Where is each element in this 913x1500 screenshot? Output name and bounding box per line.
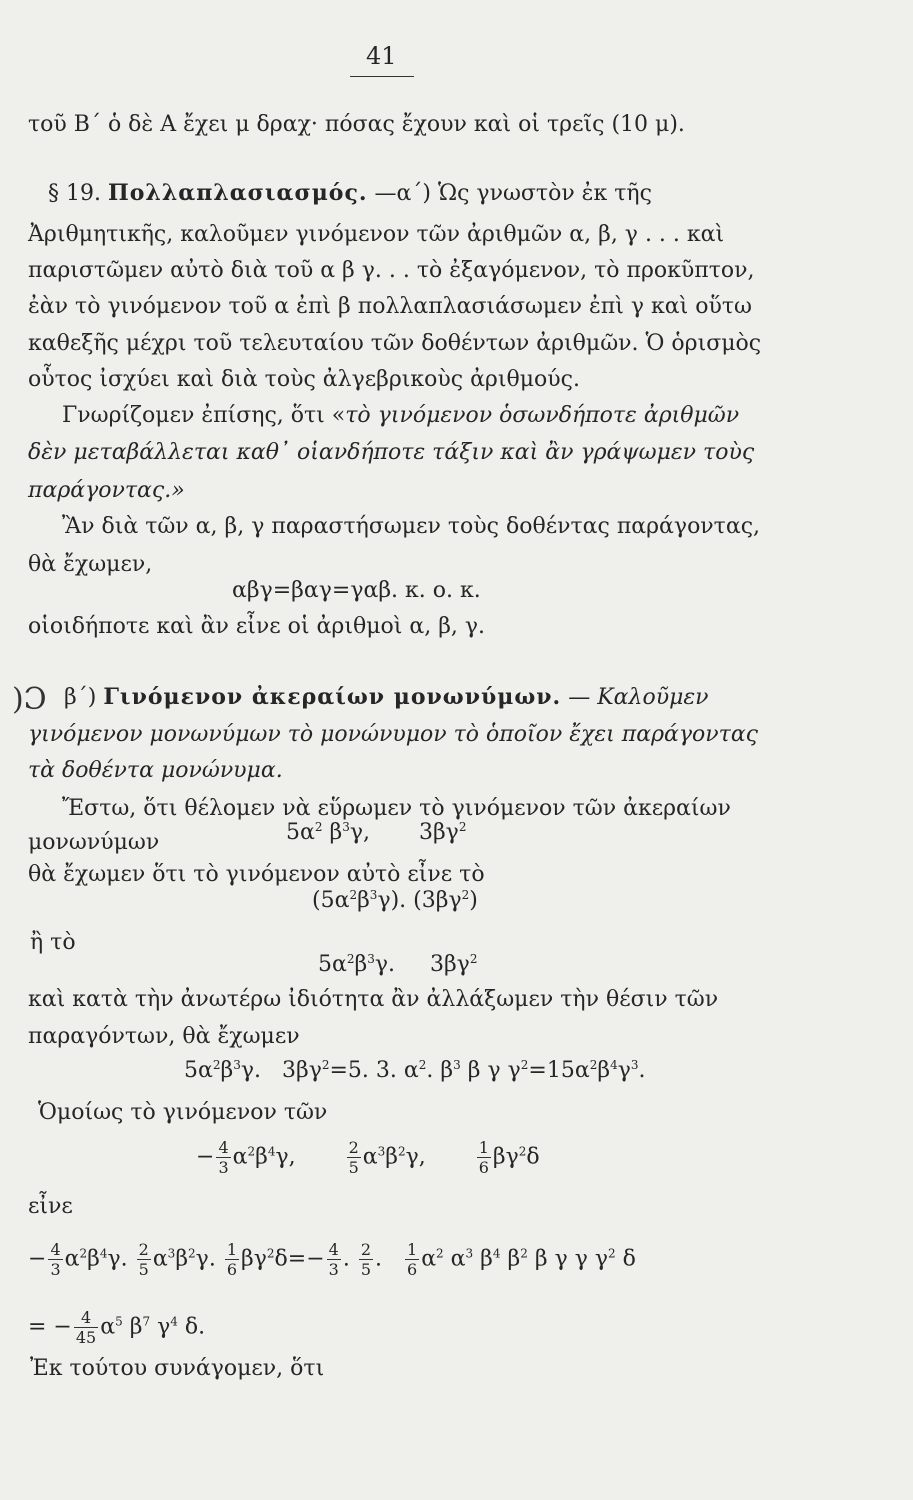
section-19-heading-line	[48, 180, 652, 207]
section-subtitle: —α΄) Ὡς γνωστὸν ἐκ τῆς	[374, 181, 652, 206]
text-line-3: Ἀριθμητικῆς, καλοῦμεν γινόμενον τῶν ἀριθμῶν α, β, γ . . . καὶ	[28, 222, 725, 247]
margin-bracket-mark: )Ɔ	[12, 682, 47, 717]
fraction-monomials-list: − $\frac{4}{3}$ $\alpha^2\beta^4\gamma$, $\frac{2}{5}$ $\alpha^3\beta^2\gamma$, $\frac{1}{6}$ $\beta\gamma^2\delta$	[196, 1138, 540, 1177]
fraction-product-result: = − $\frac{4}{45}$ $\alpha^5$ $\beta^7$ $\gamma^4$ δ.	[28, 1308, 206, 1347]
text-line-9: δὲν μεταβάλλεται καθ᾽ οἱανδήποτε τάξιν καὶ ἂν γράψωμεν τοὺς	[28, 440, 755, 465]
text-line-20: θὰ ἔχωμεν ὅτι τὸ γινόμενον αὐτὸ εἶνε τὸ	[28, 862, 485, 887]
page-number: 41	[366, 42, 397, 70]
product-result-equation: $5\alpha^2\beta^3\gamma$. $3\beta\gamma^2=5$. 3. $\alpha^2$. $\beta^3$ β γ $\gamma^2=15\alpha^2\beta^4\gamma^3$.	[184, 1058, 646, 1083]
subsection-title: Γινόμενον ἀκεραίων μονωνύμων.	[103, 684, 562, 710]
text-line-11: Ἂν διὰ τῶν α, β, γ παραστήσωμεν τοὺς δοθέντας παράγοντας,	[62, 514, 761, 539]
text-line-19: μονωνύμων	[28, 830, 160, 855]
text-line-21: ἢ τὸ	[30, 930, 76, 955]
subsection-label: β΄)	[64, 685, 97, 710]
text-line-12: θὰ ἔχωμεν,	[28, 552, 153, 577]
text-line-14: οἱοιδήποτε καὶ ἂν εἶνε οἱ ἀριθμοὶ α, β, γ.	[28, 614, 486, 639]
text-line-26: Ἐκ τούτου συνάγομεν, ὅτι	[30, 1356, 325, 1381]
monomials-list: $5\alpha^2$ $\beta^3\gamma$, $3\beta\gamma^2$	[286, 820, 467, 845]
text-line-8-plain: Γνωρίζομεν ἐπίσης, ὅτι «	[62, 403, 346, 428]
page-number-rule	[350, 76, 414, 77]
text-line-25: εἶνε	[28, 1194, 73, 1219]
text-line-17: τὰ δοθέντα μονώνυμα.	[28, 758, 283, 783]
text-line-4: παριστῶμεν αὐτὸ διὰ τοῦ α β γ. . . τὸ ἐξαγόμενον, τὸ προκῦπτον,	[28, 258, 755, 283]
text-line-10: παράγοντας.»	[28, 478, 185, 503]
text-line-16: γινόμενον μονωνύμων τὸ μονώνυμον τὸ ὁποῖον ἔχει παράγοντας	[28, 722, 758, 747]
section-number: § 19.	[48, 181, 101, 206]
subsection-intro: — Καλοῦμεν	[568, 685, 709, 710]
commutative-equation: αβγ=βαγ=γαβ. κ. ο. κ.	[232, 578, 481, 603]
text-line-8-italic: τὸ γινόμενον ὁσωνδήποτε ἀριθμῶν	[345, 403, 740, 428]
product-expression-1: $(5\alpha^2\beta^3\gamma)$. $(3\beta\gamma^2)$	[312, 888, 478, 913]
text-line-18: Ἔστω, ὅτι θέλομεν νὰ εὕρωμεν τὸ γινόμενον τῶν ἀκεραίων	[62, 796, 731, 821]
text-line-7: οὗτος ἰσχύει καὶ διὰ τοὺς ἀλγεβρικοὺς ἀριθμούς.	[28, 367, 580, 392]
product-expression-2: $5\alpha^2\beta^3\gamma$. $3\beta\gamma^2$	[318, 952, 478, 977]
text-line-8	[62, 403, 739, 429]
fraction-product-equation: − $\frac{4}{3}$ $\alpha^2\beta^4\gamma$. $\frac{2}{5}$ $\alpha^3\beta^2\gamma$. $\frac{1}{6}$ $\beta\gamma^2\delta=-$ $\frac{4}{3}$ . $\frac{2}{5}$ . $\frac{1}{6}$ $\alpha^2$ $\alpha^3$ $\beta^4$ $\beta^2$ β γ γ $\gamma^2$ δ	[28, 1240, 636, 1279]
text-line-23: παραγόντων, θὰ ἔχωμεν	[28, 1024, 300, 1049]
text-line-24: Ὁμοίως τὸ γινόμενον τῶν	[38, 1100, 328, 1125]
text-line-6: καθεξῆς μέχρι τοῦ τελευταίου τῶν δοθέντων ἀριθμῶν. Ὁ ὁρισμὸς	[28, 331, 762, 356]
text-line-5: ἐὰν τὸ γινόμενον τοῦ α ἐπὶ β πολλαπλασιάσωμεν ἐπὶ γ καὶ οὕτω	[28, 294, 752, 319]
text-line-22: καὶ κατὰ τὴν ἀνωτέρω ἰδιότητα ἂν ἀλλάξωμεν τὴν θέσιν τῶν	[28, 987, 719, 1012]
subsection-b-heading-line	[64, 684, 709, 711]
section-title: Πολλαπλασιασμός.	[107, 180, 368, 206]
text-line-1: τοῦ Β΄ ὁ δὲ Α ἔχει μ δραχ· πόσας ἔχουν καὶ οἱ τρεῖς (10 μ).	[28, 112, 685, 137]
